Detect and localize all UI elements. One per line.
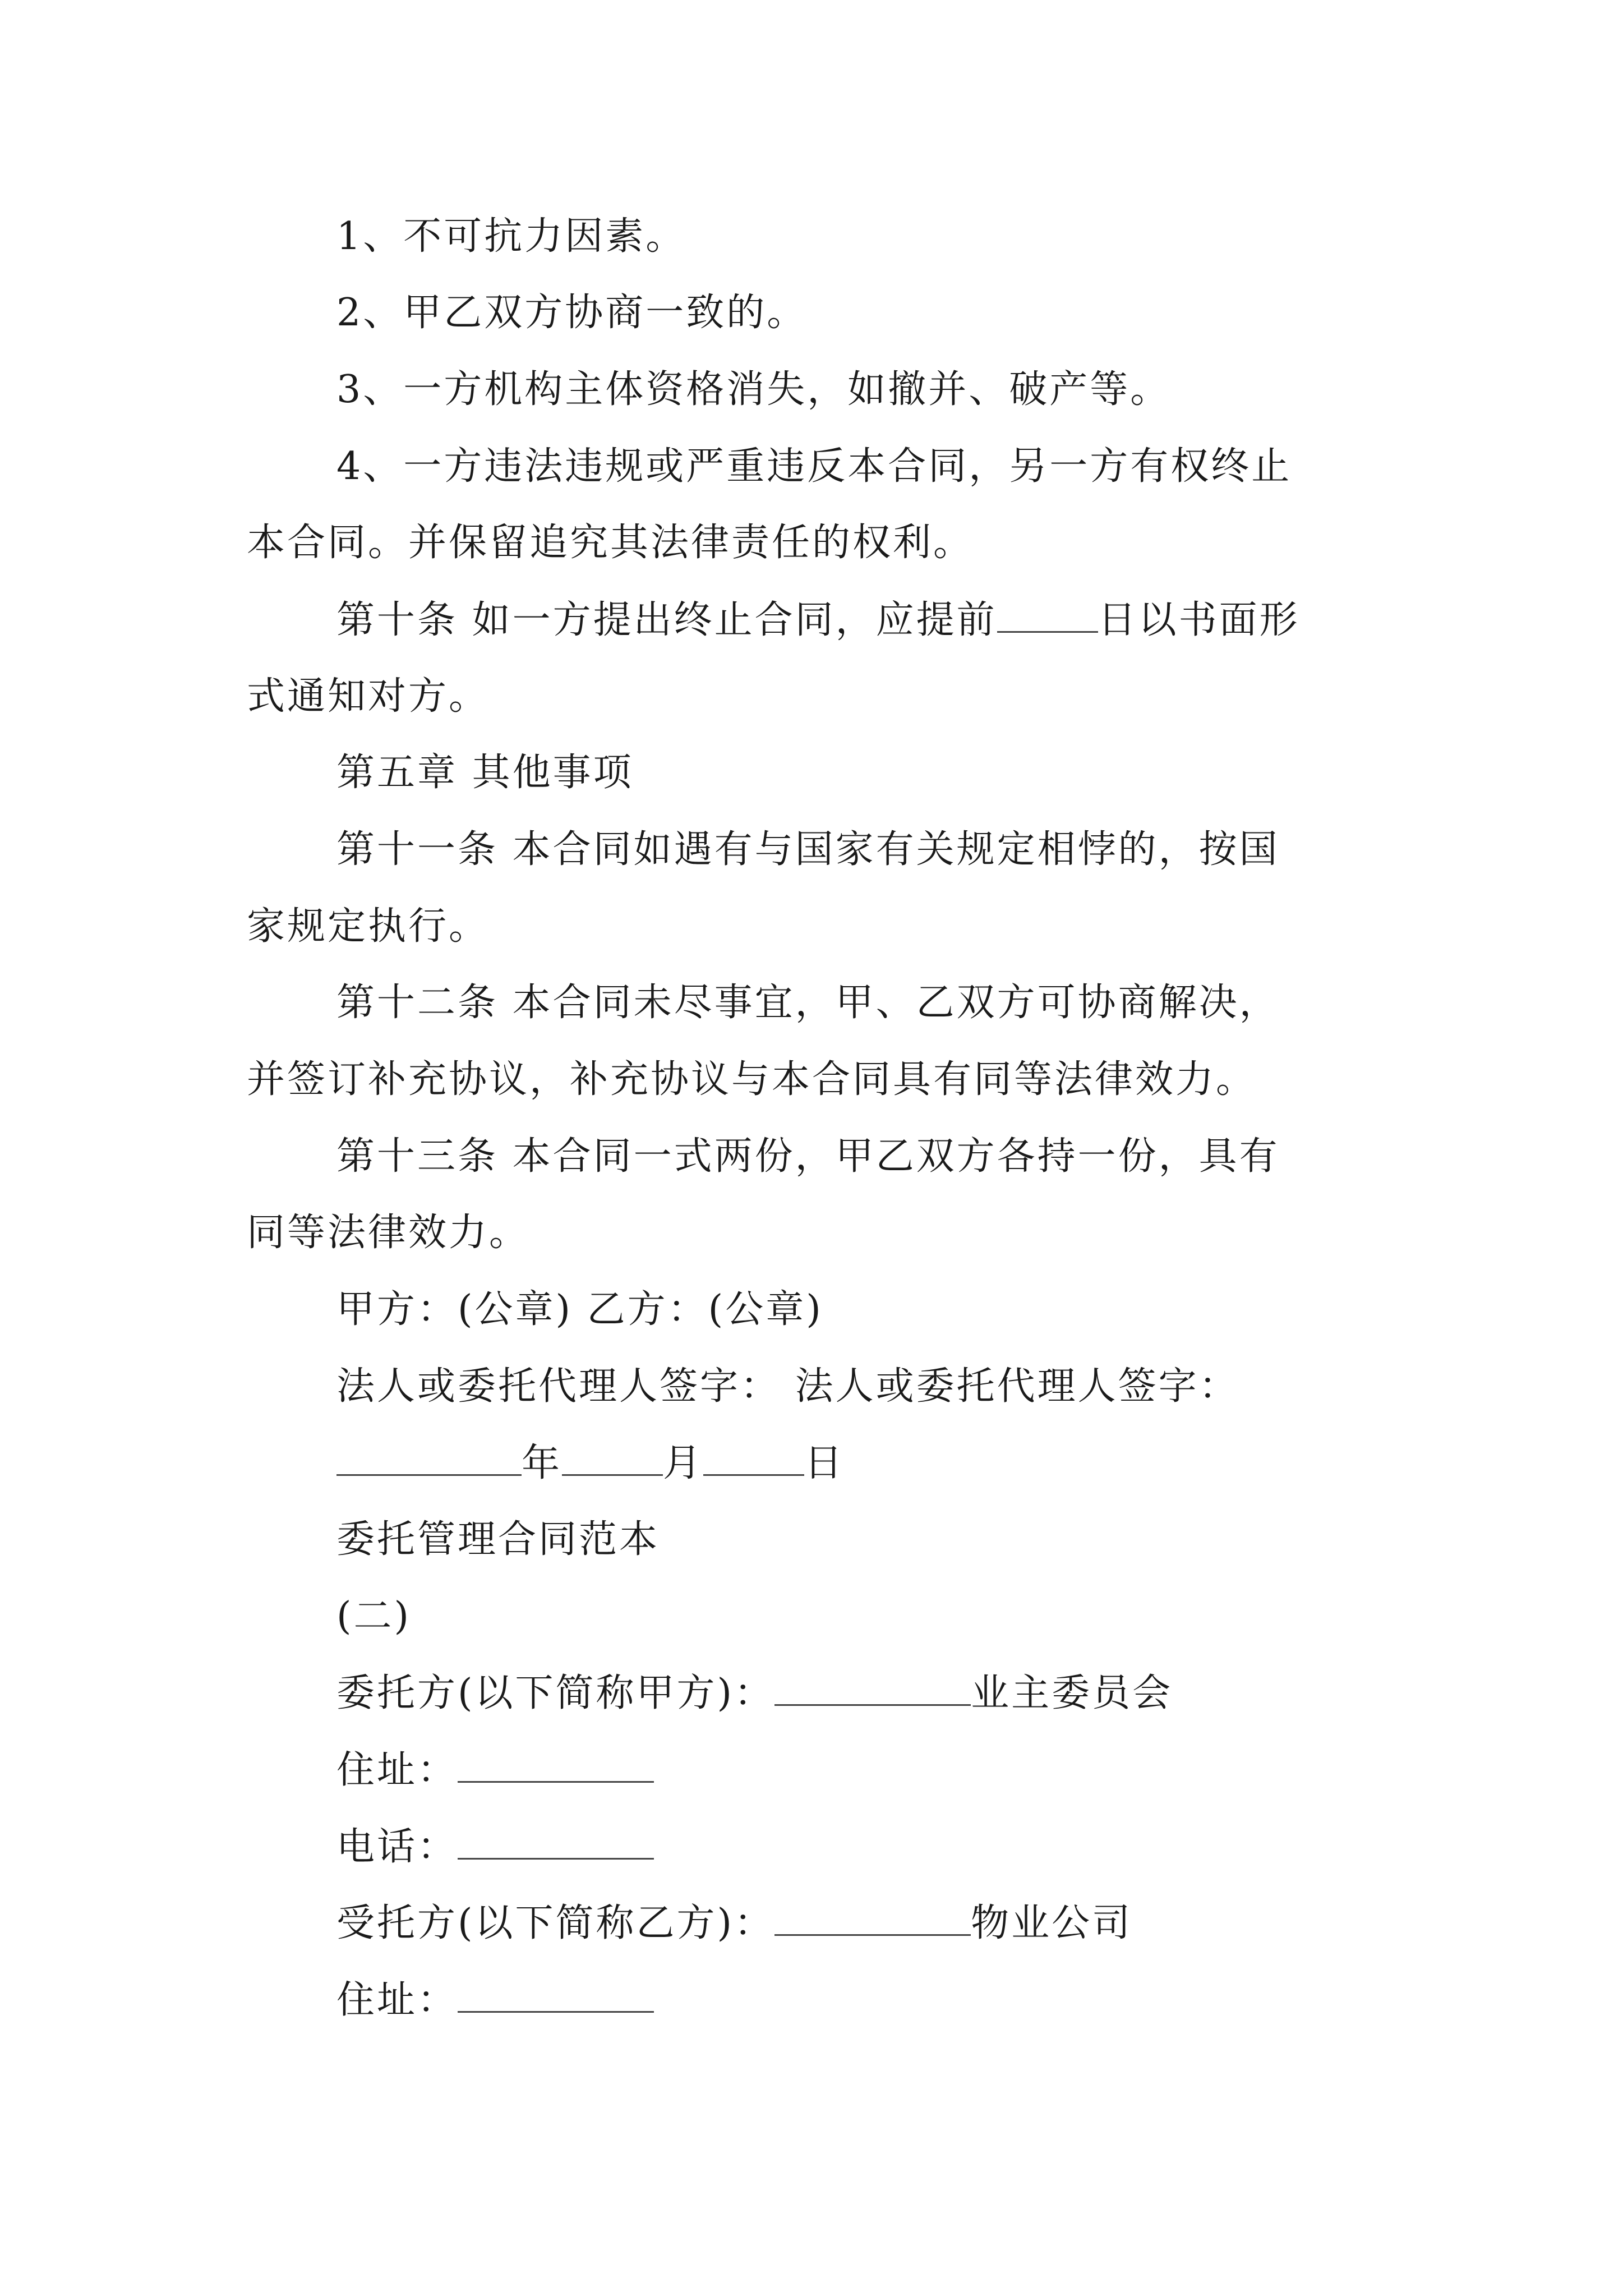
day-blank xyxy=(703,1441,804,1476)
notice-days-blank xyxy=(997,597,1098,633)
article-11-line-1: 第十一条 本合同如遇有与国家有关规定相悖的，按国 xyxy=(336,827,1280,872)
agent-party-label: 受托方(以下简称乙方)： xyxy=(336,1901,775,1945)
article-12-line-1: 第十二条 本合同未尽事宜，甲、乙双方可协商解决， xyxy=(336,981,1280,1025)
principal-party-label: 委托方(以下简称甲方)： xyxy=(336,1671,775,1715)
signature-line: 法人或委托代理人签字： 法人或委托代理人签字： xyxy=(336,1364,1239,1409)
year-blank xyxy=(336,1441,522,1476)
article-10-text-b: 日以书面形 xyxy=(1098,598,1300,642)
template-title: 委托管理合同范本 xyxy=(336,1517,660,1562)
article-10-line-1 xyxy=(336,597,1300,643)
article-13-line-1: 第十三条 本合同一式两份，甲乙双方各持一份，具有 xyxy=(336,1134,1280,1179)
chapter-5-heading: 第五章 其他事项 xyxy=(336,751,634,795)
clause-item-4-line-1: 4、一方违法违规或严重违反本合同，另一方有权终止 xyxy=(336,444,1292,489)
agent-party-line xyxy=(336,1901,1132,1946)
date-line xyxy=(336,1441,845,1486)
agent-address-label: 住址： xyxy=(336,1978,458,2022)
party-seal-line: 甲方：(公章) 乙方：(公章) xyxy=(336,1287,823,1332)
article-12-line-2: 并签订补充协议，补充协议与本合同具有同等法律效力。 xyxy=(247,1057,1257,1102)
article-10-line-2: 式通知对方。 xyxy=(247,674,490,719)
principal-party-line xyxy=(336,1671,1173,1716)
agent-address-blank xyxy=(458,1977,654,2013)
year-label: 年 xyxy=(522,1441,562,1485)
clause-item-3: 3、一方机构主体资格消失，如撤并、破产等。 xyxy=(336,367,1171,412)
clause-item-4-line-2: 本合同。并保留追究其法律责任的权利。 xyxy=(247,521,974,565)
clause-item-1: 1、不可抗力因素。 xyxy=(336,214,686,259)
property-company-label: 物业公司 xyxy=(971,1901,1133,1945)
owners-committee-label: 业主委员会 xyxy=(971,1671,1173,1715)
phone-label: 电话： xyxy=(336,1825,458,1869)
principal-phone-blank xyxy=(458,1824,654,1860)
agent-address-line xyxy=(336,1977,654,2023)
month-blank xyxy=(562,1441,663,1476)
address-label: 住址： xyxy=(336,1748,458,1792)
article-13-line-2: 同等法律效力。 xyxy=(247,1211,530,1255)
clause-item-2: 2、甲乙双方协商一致的。 xyxy=(336,291,808,335)
article-10-text-a: 第十条 如一方提出终止合同，应提前 xyxy=(336,598,997,642)
section-number: (二) xyxy=(336,1594,412,1639)
day-label: 日 xyxy=(804,1441,845,1485)
principal-address-line xyxy=(336,1747,654,1793)
principal-phone-line xyxy=(336,1824,654,1870)
article-11-line-2: 家规定执行。 xyxy=(247,904,490,949)
agent-name-blank xyxy=(774,1901,971,1936)
principal-name-blank xyxy=(774,1671,971,1706)
principal-address-blank xyxy=(458,1747,654,1783)
month-label: 月 xyxy=(663,1441,704,1485)
